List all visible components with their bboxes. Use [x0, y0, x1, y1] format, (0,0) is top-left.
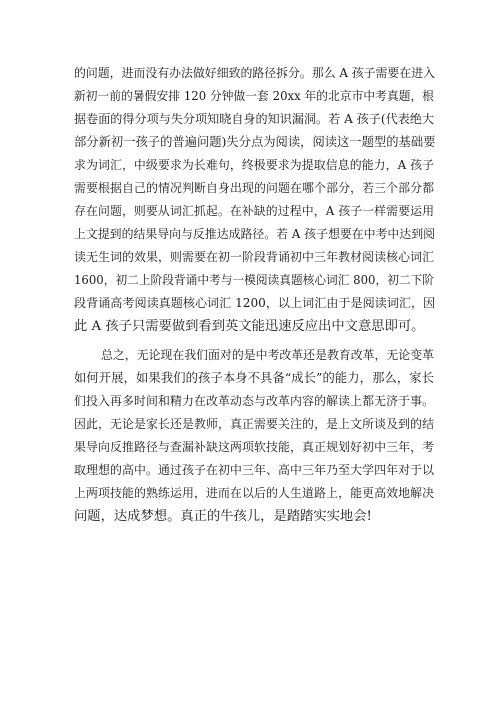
text-line: 1600，初二上阶段背诵中考与一模阅读真题核心词汇 800，初二下阶	[74, 273, 434, 287]
text-line: 如何开展，如果我们的孩子本身不具备“成长”的能力，那么，家长	[74, 371, 434, 385]
text-line: 此 A 孩子只需要做到看到英文能迅速反应出中文意思即可。	[74, 319, 425, 334]
text-line: 果导向反推路径与查漏补缺这两项软技能，真正规划好初中三年，考	[74, 440, 434, 454]
text-line: 问题，达成梦想。真正的牛孩儿，是踏踏实实地会!	[74, 509, 372, 524]
text-line: 上文提到的结果导向与反推达成路径。若 A 孩子想要在中考中达到阅	[74, 227, 435, 241]
paragraph-2	[74, 344, 434, 528]
text-line: 新初一前的暑假安排 120 分钟做一套 20xx 年的北京市中考真题，根	[74, 89, 434, 103]
text-line: 求为词汇，中级要求为长难句，终极要求为提取信息的能力，A 孩子	[74, 158, 434, 172]
text-line: 存在问题，则要从词汇抓起。在补缺的过程中，A 孩子一样需要运用	[74, 204, 434, 218]
text-line: 需要根据自己的情况判断自身出现的问题在哪个部分，若三个部分都	[74, 181, 434, 195]
text-line: 的问题，进而没有办法做好细致的路径拆分。那么 A 孩子需要在进入	[74, 66, 435, 80]
text-line-indented: 总之，无论现在我们面对的是中考改革还是教育改革，无论变革	[101, 348, 434, 362]
text-line: 段背诵高考阅读真题核心词汇 1200，以上词汇由于是阅读词汇，因	[74, 296, 436, 310]
text-line: 们投入再多时间和精力在改革动态与改革内容的解读上都无济于事。	[74, 394, 434, 408]
text-line: 读无生词的效果，则需要在初一阶段背诵初中三年教材阅读核心词汇	[74, 250, 434, 264]
paragraph-1	[74, 62, 434, 338]
text-line: 因此，无论是家长还是教师，真正需要关注的，是上文所谈及到的结	[74, 417, 434, 431]
text-line: 取理想的高中。通过孩子在初中三年、高中三年乃至大学四年对于以	[74, 463, 434, 477]
text-line: 据卷面的得分项与失分项知晓自身的知识漏洞。若 A 孩子(代表绝大	[74, 112, 434, 126]
text-line: 部分新初一孩子的普遍问题)失分点为阅读，阅读这一题型的基础要	[74, 135, 436, 149]
text-line: 上两项技能的熟练运用，进而在以后的人生道路上，能更高效地解决	[74, 486, 434, 500]
document-body	[74, 62, 434, 528]
